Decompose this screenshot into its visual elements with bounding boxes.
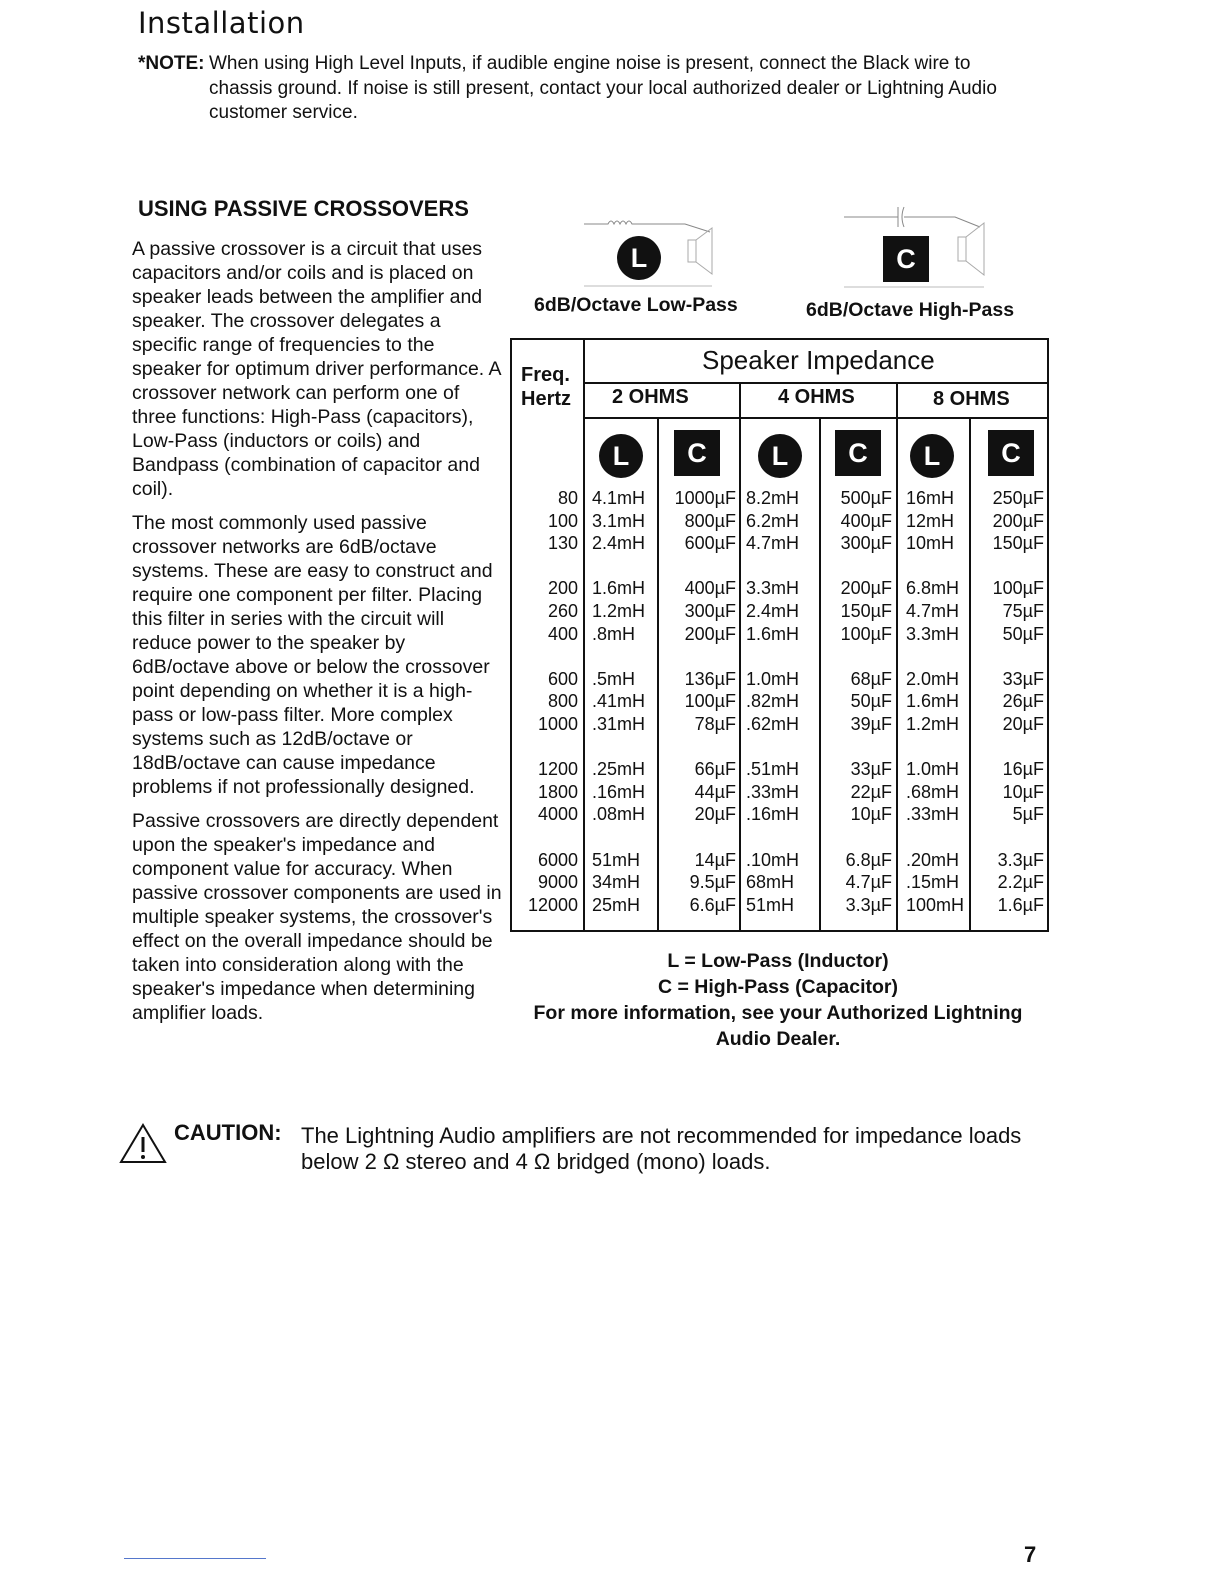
value-cell: 51mH <box>746 894 795 915</box>
freq-cell: 12000 <box>527 894 578 915</box>
value-cell: 1.0mH <box>906 759 960 780</box>
value-cell: 66µF <box>694 759 736 780</box>
body-text <box>132 237 504 1035</box>
value-cell: 1.6mH <box>592 578 646 599</box>
low-pass-caption: 6dB/Octave Low-Pass <box>534 294 738 316</box>
value-cell: .31mH <box>592 714 646 734</box>
value-cell: 68mH <box>746 872 795 893</box>
freq-cell: 200 <box>547 578 578 599</box>
caution-label: CAUTION: <box>174 1120 282 1145</box>
value-cell: 2.4mH <box>746 601 800 621</box>
note-block <box>138 52 1038 123</box>
high-pass-symbol-icon: C <box>883 236 929 282</box>
legend-low-pass: L = Low-Pass (Inductor) <box>667 950 889 972</box>
value-cell: 22µF <box>850 781 892 802</box>
impedance-table <box>510 338 1049 932</box>
value-cell: 400µF <box>840 510 892 531</box>
note-text <box>209 52 1039 126</box>
value-cell: 12mH <box>906 510 955 531</box>
value-cell: 800µF <box>684 510 736 531</box>
value-cell: .33mH <box>906 804 960 825</box>
freq-cell: 260 <box>547 601 578 621</box>
value-cell: .5mH <box>592 668 636 689</box>
value-cell: 5µF <box>1012 804 1044 825</box>
legend-high-pass: C = High-Pass (Capacitor) <box>657 976 898 998</box>
value-cell: 8.2mH <box>746 488 800 508</box>
value-cell: 16mH <box>906 488 955 508</box>
col-c-4ohm-icon: C <box>835 430 881 476</box>
value-cell: 4.7mH <box>906 601 960 621</box>
value-cell: .68mH <box>906 781 960 802</box>
value-cell: 2.0mH <box>906 668 960 689</box>
value-cell: .10mH <box>746 849 800 870</box>
value-cell: 3.3µF <box>845 894 892 915</box>
value-cell: 100µF <box>684 691 736 712</box>
page-number: 7 <box>1024 1542 1037 1567</box>
value-cell: 2.2µF <box>997 872 1044 893</box>
freq-cell: 9000 <box>537 872 578 893</box>
value-cell: 50µF <box>850 691 892 712</box>
value-cell: 20µF <box>1002 714 1044 734</box>
ohms-2-header: 2 OHMS <box>612 386 689 408</box>
col-l-4ohm-icon: L <box>758 434 802 478</box>
footer-rule <box>124 1558 266 1559</box>
value-cell: 14µF <box>694 849 736 870</box>
value-cell: 51mH <box>592 849 641 870</box>
value-cell: 3.1mH <box>592 510 646 531</box>
freq-header: Freq. <box>521 364 570 386</box>
value-cell: 33µF <box>1002 668 1044 689</box>
value-cell: 20µF <box>694 804 736 825</box>
value-cell: 3.3mH <box>746 578 800 599</box>
value-cell: 16µF <box>1002 759 1044 780</box>
value-cell: 200µF <box>840 578 892 599</box>
value-cell: 1.6mH <box>746 623 800 644</box>
caution-text: The Lightning Audio amplifiers are not recommended for impedance loads below 2 Ω stereo and 4 Ω bridged (mono) loads. <box>301 1123 1022 1174</box>
value-cell: 1.6mH <box>906 691 960 712</box>
value-cell: 50µF <box>1002 623 1044 644</box>
value-cell: 1.6µF <box>997 894 1044 915</box>
freq-cell: 400 <box>547 623 578 644</box>
value-cell: 34mH <box>592 872 641 893</box>
value-cell: 26µF <box>1002 691 1044 712</box>
value-cell: 2.4mH <box>592 533 646 554</box>
value-cell: 1.0mH <box>746 668 800 689</box>
value-cell: 10mH <box>906 533 955 554</box>
paragraph-1: A passive crossover is a circuit that uses capacitors and/or coils and is placed on speaker leads between the amplifier and speaker. The crossover delegates a specific range of frequencies to the speaker for optimum driver performance. A crossover network can perform one of three functions: High-Pass (capacitors), Low-Pass (inductors or coils) and Bandpass (combination of capacitor and coil). <box>132 238 501 500</box>
value-cell: .33mH <box>746 781 800 802</box>
value-cell: .16mH <box>592 781 646 802</box>
value-cell: .08mH <box>592 804 646 825</box>
value-cell: 3.3µF <box>997 849 1044 870</box>
value-cell: 200µF <box>684 623 736 644</box>
low-pass-diagram <box>580 210 740 290</box>
value-cell: .82mH <box>746 691 800 712</box>
value-cell: 68µF <box>850 668 892 689</box>
value-cell: 33µF <box>850 759 892 780</box>
value-cell: 100µF <box>840 623 892 644</box>
note-label: *NOTE: <box>138 53 205 74</box>
value-cell: .15mH <box>906 872 960 893</box>
value-cell: 1000µF <box>674 488 736 508</box>
value-cell: 300µF <box>840 533 892 554</box>
legend <box>508 948 1048 1052</box>
page-title: Installation <box>138 6 305 40</box>
col-c-2ohm-icon: C <box>674 430 720 476</box>
paragraph-2: The most commonly used passive crossover networks are 6dB/octave systems. These are easy to construct and require one component per filter. Placing this filter in series with the circuit will reduce power to the speaker by 6dB/octave above or below the crossover point depending on whether it is a high-pass or low-pass filter. More complex systems such as 12dB/octave or 18dB/octave can cause impedance problems if not professionally designed. <box>132 512 493 798</box>
value-cell: 400µF <box>684 578 736 599</box>
legend-more-info: For more information, see your Authorized Lightning Audio Dealer. <box>533 1002 1023 1050</box>
value-cell: 3.3mH <box>906 623 960 644</box>
value-cell: 1.2mH <box>592 601 646 621</box>
value-cell: 6.8µF <box>845 849 892 870</box>
value-cell: 300µF <box>684 601 736 621</box>
high-pass-caption: 6dB/Octave High-Pass <box>806 299 1015 321</box>
section-title: USING PASSIVE CROSSOVERS <box>138 196 469 221</box>
freq-cell: 1800 <box>537 781 578 802</box>
value-cell: 6.6µF <box>689 894 736 915</box>
value-cell: 200µF <box>992 510 1044 531</box>
freq-cell: 800 <box>547 691 578 712</box>
freq-cell: 1200 <box>537 759 578 780</box>
value-cell: 4.7mH <box>746 533 800 554</box>
col-c-8ohm-icon: C <box>988 430 1034 476</box>
freq-cell: 600 <box>547 668 578 689</box>
value-cell: 10µF <box>850 804 892 825</box>
value-cell: .41mH <box>592 691 646 712</box>
value-cell: 250µF <box>992 488 1044 508</box>
value-cell: .16mH <box>746 804 800 825</box>
value-cell: 4.7µF <box>845 872 892 893</box>
freq-cell: 130 <box>547 533 578 554</box>
value-cell: 6.2mH <box>746 510 800 531</box>
freq-cell: 6000 <box>537 849 578 870</box>
value-cell: 44µF <box>694 781 736 802</box>
warning-triangle-icon <box>118 1122 168 1166</box>
value-cell: 75µF <box>1002 601 1044 621</box>
note-body: When using High Level Inputs, if audible engine noise is present, connect the Black wire to chassis ground. If noise is still present, contact your local authorized dealer or Lightning Audio customer service. <box>209 53 997 123</box>
table-title: Speaker Impedance <box>702 345 935 375</box>
value-cell: 78µF <box>694 714 736 734</box>
ohms-8-header: 8 OHMS <box>933 388 1010 410</box>
freq-cell: 80 <box>557 488 578 508</box>
value-cell: 600µF <box>684 533 736 554</box>
low-pass-symbol-icon: L <box>617 236 661 280</box>
col-l-8ohm-icon: L <box>910 434 954 478</box>
value-cell: 100µF <box>992 578 1044 599</box>
hertz-header: Hertz <box>521 388 572 410</box>
value-cell: 150µF <box>992 533 1044 554</box>
ohms-4-header: 4 OHMS <box>778 386 855 408</box>
value-cell: .20mH <box>906 849 960 870</box>
value-cell: 10µF <box>1002 781 1044 802</box>
value-cell: 1.2mH <box>906 714 960 734</box>
value-cell: .8mH <box>592 623 636 644</box>
value-cell: 25mH <box>592 894 641 915</box>
value-cell: 100mH <box>906 894 965 915</box>
value-cell: 500µF <box>840 488 892 508</box>
value-cell: .62mH <box>746 714 800 734</box>
value-cell: 6.8mH <box>906 578 960 599</box>
value-cell: 150µF <box>840 601 892 621</box>
value-cell: .25mH <box>592 759 646 780</box>
col-l-2ohm-icon: L <box>599 434 643 478</box>
value-cell: 39µF <box>850 714 892 734</box>
value-cell: .51mH <box>746 759 800 780</box>
freq-cell: 1000 <box>537 714 578 734</box>
value-cell: 136µF <box>684 668 736 689</box>
value-cell: 4.1mH <box>592 488 646 508</box>
freq-cell: 100 <box>547 510 578 531</box>
paragraph-3: Passive crossovers are directly dependent upon the speaker's impedance and component value for accuracy. When passive crossover components are used in multiple speaker systems, the crossover's effect on the overall impedance should be taken into consideration along with the speaker's impedance when determining amplifier loads. <box>132 810 502 1024</box>
value-cell: 9.5µF <box>689 872 736 893</box>
freq-cell: 4000 <box>537 804 578 825</box>
